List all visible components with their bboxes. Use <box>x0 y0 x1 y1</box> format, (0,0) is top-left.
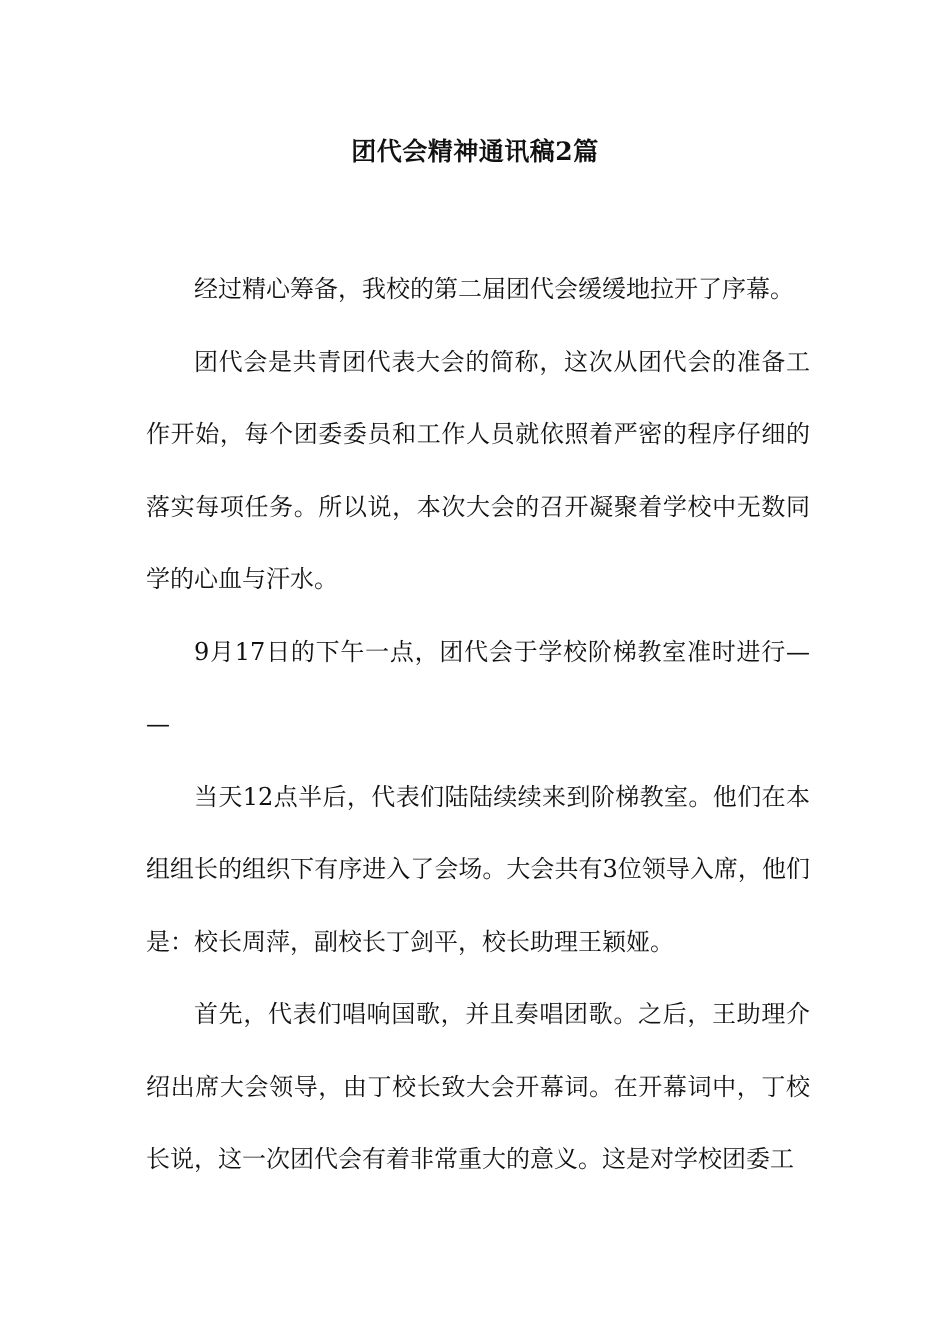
paragraph-arrival: 当天12点半后，代表们陆陆续续来到阶梯教室。他们在本组组长的组织下有序进入了会场。大会共有3位领导入席，他们是：校长周萍，副校长丁剑平，校长助理王颖娅。 <box>146 782 810 956</box>
paragraph-opening: 经过精心筹备，我校的第二届团代会缓缓地拉开了序幕。 <box>194 275 794 303</box>
document-title: 团代会精神通讯稿2篇 <box>351 137 599 166</box>
document-body <box>146 253 810 1196</box>
paragraph-introduction: 团代会是共青团代表大会的简称，这次从团代会的准备工作开始，每个团委委员和工作人员就依照着严密的程序仔细的落实每项任务。所以说，本次大会的召开凝聚着学校中无数同学的心血与汗水。 <box>146 347 810 593</box>
paragraph-date: 9月17日的下午一点，团代会于学校阶梯教室准时进行—— <box>146 637 810 738</box>
paragraph-ceremony: 首先，代表们唱响国歌，并且奏唱团歌。之后，王助理介绍出席大会领导，由丁校长致大会开幕词。在开幕词中，丁校长说，这一次团代会有着非常重大的意义。这是对学校团委工 <box>146 1000 810 1173</box>
